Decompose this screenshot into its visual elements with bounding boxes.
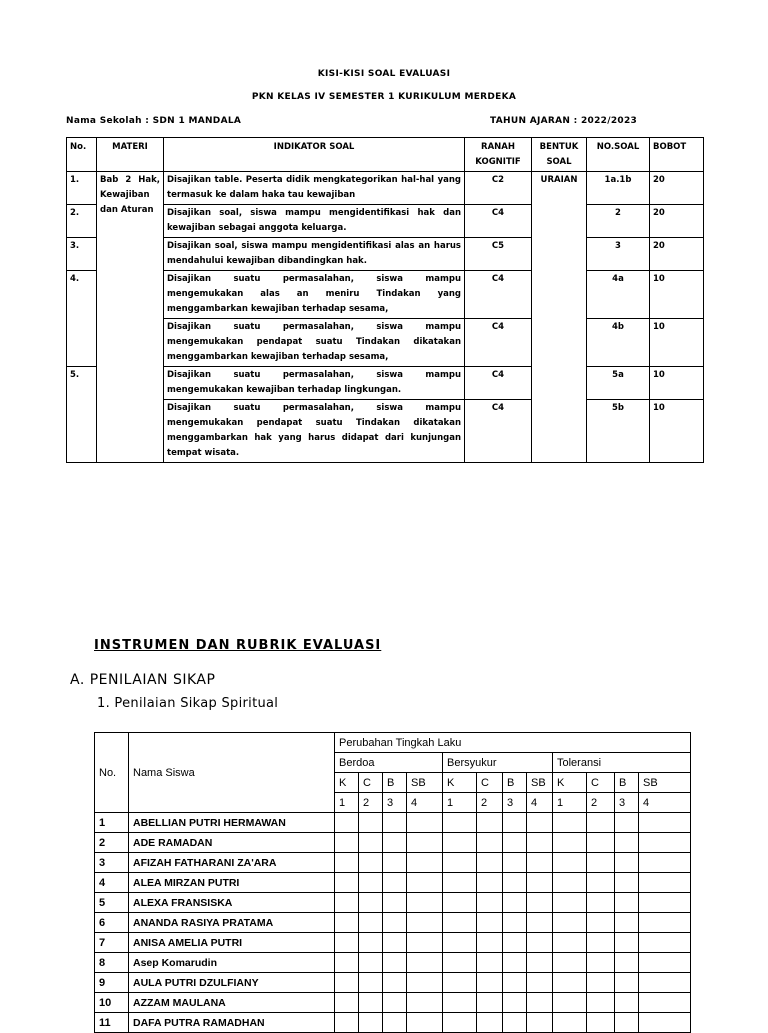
student-name: ADE RAMADAN: [129, 833, 335, 853]
score-cell[interactable]: [443, 933, 477, 953]
score-cell[interactable]: [615, 953, 639, 973]
kisi-ranah: C2: [465, 172, 532, 205]
score-cell[interactable]: [335, 853, 359, 873]
student-name: AZZAM MAULANA: [129, 993, 335, 1013]
kisi-nosoal: 1a.1b: [587, 172, 650, 205]
score-cell[interactable]: [527, 813, 553, 833]
student-no: 11: [95, 1013, 129, 1033]
level-header: C: [477, 773, 503, 793]
score-cell[interactable]: [553, 873, 587, 893]
score-cell[interactable]: [639, 813, 691, 833]
school-name: Nama Sekolah : SDN 1 MANDALA: [66, 116, 242, 126]
score-cell[interactable]: [335, 933, 359, 953]
score-cell[interactable]: [407, 933, 443, 953]
kisi-bobot: 10: [650, 400, 704, 463]
score-header: 1: [443, 793, 477, 813]
kisi-bobot: 10: [650, 271, 704, 319]
score-cell[interactable]: [639, 953, 691, 973]
score-cell[interactable]: [553, 853, 587, 873]
score-cell[interactable]: [359, 993, 383, 1013]
score-cell[interactable]: [553, 993, 587, 1013]
score-cell[interactable]: [359, 893, 383, 913]
score-cell[interactable]: [359, 1013, 383, 1033]
score-cell[interactable]: [407, 873, 443, 893]
student-name: ALEA MIRZAN PUTRI: [129, 873, 335, 893]
student-name: ANANDA RASIYA PRATAMA: [129, 913, 335, 933]
score-cell[interactable]: [503, 833, 527, 853]
score-header: 4: [527, 793, 553, 813]
score-cell[interactable]: [615, 1013, 639, 1033]
table-row: [95, 853, 691, 873]
student-no: 1: [95, 813, 129, 833]
score-cell[interactable]: [503, 1013, 527, 1033]
level-header: SB: [639, 773, 691, 793]
score-cell[interactable]: [503, 893, 527, 913]
score-cell[interactable]: [639, 933, 691, 953]
kisi-indikator: Disajikan suatu permasalahan, siswa mampu mengemukakan pendapat suatu Tindakan dikatakan menggambarkan kewajiban terhadap sesama,: [164, 319, 465, 367]
kisi-bobot: 20: [650, 205, 704, 238]
kisi-nosoal: 4a: [587, 271, 650, 319]
kisi-nosoal: 4b: [587, 319, 650, 367]
score-cell[interactable]: [639, 853, 691, 873]
score-cell[interactable]: [615, 853, 639, 873]
kisi-bentuk: URAIAN: [532, 172, 587, 463]
student-no: 4: [95, 873, 129, 893]
score-cell[interactable]: [503, 913, 527, 933]
score-cell[interactable]: [615, 893, 639, 913]
score-cell[interactable]: [639, 893, 691, 913]
score-header: 4: [407, 793, 443, 813]
score-cell[interactable]: [587, 993, 615, 1013]
table-row: [95, 933, 691, 953]
student-name: Asep Komarudin: [129, 953, 335, 973]
kisi-bobot: 10: [650, 367, 704, 400]
table-row: [95, 873, 691, 893]
kisi-no: 3.: [67, 238, 97, 271]
kisi-no: 1.: [67, 172, 97, 205]
score-cell[interactable]: [335, 813, 359, 833]
score-cell[interactable]: [359, 833, 383, 853]
score-cell[interactable]: [443, 913, 477, 933]
student-name: AULA PUTRI DZULFIANY: [129, 973, 335, 993]
kisi-nosoal: 5b: [587, 400, 650, 463]
score-cell[interactable]: [527, 973, 553, 993]
table-row: [95, 893, 691, 913]
score-cell[interactable]: [359, 873, 383, 893]
score-cell[interactable]: [443, 893, 477, 913]
kisi-nosoal: 5a: [587, 367, 650, 400]
score-cell[interactable]: [615, 813, 639, 833]
score-cell[interactable]: [553, 953, 587, 973]
student-no: 8: [95, 953, 129, 973]
section-penilaian-sikap: A. PENILAIAN SIKAP: [70, 672, 216, 688]
header-indikator: INDIKATOR SOAL: [164, 138, 465, 172]
score-cell[interactable]: [383, 913, 407, 933]
score-cell[interactable]: [443, 993, 477, 1013]
header-ranah: RANAH KOGNITIF: [465, 138, 532, 172]
score-header: 3: [383, 793, 407, 813]
instrumen-heading: INSTRUMEN DAN RUBRIK EVALUASI: [94, 638, 382, 653]
student-no: 10: [95, 993, 129, 1013]
kisi-row: [67, 172, 704, 205]
score-cell[interactable]: [639, 973, 691, 993]
kisi-ranah: C4: [465, 367, 532, 400]
score-cell[interactable]: [359, 913, 383, 933]
score-cell[interactable]: [407, 1013, 443, 1033]
score-cell[interactable]: [407, 833, 443, 853]
score-cell[interactable]: [587, 853, 615, 873]
header-bentuk: BENTUK SOAL: [532, 138, 587, 172]
score-cell[interactable]: [383, 973, 407, 993]
kisi-no: 4.: [67, 271, 97, 367]
score-header: 1: [335, 793, 359, 813]
score-cell[interactable]: [477, 893, 503, 913]
aspect-header: Bersyukur: [443, 753, 553, 773]
kisi-table: [66, 137, 704, 463]
score-cell[interactable]: [477, 833, 503, 853]
score-cell[interactable]: [527, 953, 553, 973]
sikap-header-group: Perubahan Tingkah Laku: [335, 733, 691, 753]
score-cell[interactable]: [477, 933, 503, 953]
score-header: 2: [587, 793, 615, 813]
score-cell[interactable]: [553, 913, 587, 933]
score-cell[interactable]: [383, 953, 407, 973]
score-cell[interactable]: [407, 953, 443, 973]
kisi-indikator: Disajikan soal, siswa mampu mengidentifikasi alas an harus mendahului kewajiban dibandingkan hak.: [164, 238, 465, 271]
level-header: SB: [407, 773, 443, 793]
header-no: No.: [67, 138, 97, 172]
score-cell[interactable]: [443, 813, 477, 833]
kisi-bobot: 20: [650, 172, 704, 205]
aspect-header: Berdoa: [335, 753, 443, 773]
kisi-ranah: C4: [465, 319, 532, 367]
kisi-materi: Bab 2 Hak, Kewajiban dan Aturan: [97, 172, 164, 463]
score-cell[interactable]: [503, 993, 527, 1013]
score-cell[interactable]: [553, 973, 587, 993]
score-cell[interactable]: [407, 993, 443, 1013]
level-header: C: [587, 773, 615, 793]
score-cell[interactable]: [503, 933, 527, 953]
table-row: [95, 913, 691, 933]
kisi-ranah: C4: [465, 400, 532, 463]
level-header: B: [503, 773, 527, 793]
score-cell[interactable]: [639, 873, 691, 893]
score-cell[interactable]: [527, 993, 553, 1013]
sikap-header-nama: Nama Siswa: [129, 733, 335, 813]
student-name: ABELLIAN PUTRI HERMAWAN: [129, 813, 335, 833]
score-cell[interactable]: [407, 973, 443, 993]
kisi-header-row: [67, 138, 704, 172]
sikap-header-row-1: [95, 733, 691, 753]
score-cell[interactable]: [407, 813, 443, 833]
score-cell[interactable]: [503, 973, 527, 993]
score-cell[interactable]: [503, 873, 527, 893]
score-cell[interactable]: [553, 893, 587, 913]
student-name: ALEXA FRANSISKA: [129, 893, 335, 913]
kisi-bobot: 10: [650, 319, 704, 367]
student-no: 7: [95, 933, 129, 953]
kisi-nosoal: 3: [587, 238, 650, 271]
score-cell[interactable]: [477, 813, 503, 833]
score-cell[interactable]: [527, 913, 553, 933]
kisi-ranah: C4: [465, 205, 532, 238]
score-cell[interactable]: [359, 933, 383, 953]
score-cell[interactable]: [615, 833, 639, 853]
score-cell[interactable]: [639, 1013, 691, 1033]
table-row: [95, 813, 691, 833]
score-cell[interactable]: [587, 913, 615, 933]
score-cell[interactable]: [383, 993, 407, 1013]
kisi-indikator: Disajikan suatu permasalahan, siswa mampu mengemukakan alas an meniru Tindakan yang menggambarkan kewajiban terhadap sesama,: [164, 271, 465, 319]
aspect-header: Toleransi: [553, 753, 691, 773]
score-cell[interactable]: [359, 813, 383, 833]
score-cell[interactable]: [335, 1013, 359, 1033]
score-cell[interactable]: [443, 833, 477, 853]
score-header: 2: [359, 793, 383, 813]
score-cell[interactable]: [639, 993, 691, 1013]
doc-title: KISI-KISI SOAL EVALUASI: [317, 69, 451, 79]
score-cell[interactable]: [477, 913, 503, 933]
score-cell[interactable]: [359, 853, 383, 873]
score-cell[interactable]: [587, 873, 615, 893]
score-cell[interactable]: [383, 873, 407, 893]
score-cell[interactable]: [553, 1013, 587, 1033]
score-cell[interactable]: [335, 893, 359, 913]
score-cell[interactable]: [527, 873, 553, 893]
subsection-sikap-spiritual: 1. Penilaian Sikap Spiritual: [97, 696, 279, 711]
score-header: 4: [639, 793, 691, 813]
level-header: SB: [527, 773, 553, 793]
score-cell[interactable]: [587, 833, 615, 853]
header-materi: MATERI: [97, 138, 164, 172]
header-bobot: BOBOT: [650, 138, 704, 172]
score-cell[interactable]: [359, 953, 383, 973]
score-header: 1: [553, 793, 587, 813]
score-cell[interactable]: [383, 833, 407, 853]
score-cell[interactable]: [407, 893, 443, 913]
score-cell[interactable]: [443, 973, 477, 993]
score-cell[interactable]: [335, 993, 359, 1013]
score-cell[interactable]: [503, 813, 527, 833]
kisi-indikator: Disajikan suatu permasalahan, siswa mampu mengemukakan kewajiban terhadap lingkungan.: [164, 367, 465, 400]
score-cell[interactable]: [503, 853, 527, 873]
kisi-indikator: Disajikan soal, siswa mampu mengidentifikasi hak dan kewajiban sebagai anggota keluarga.: [164, 205, 465, 238]
kisi-bobot: 20: [650, 238, 704, 271]
student-no: 5: [95, 893, 129, 913]
score-cell[interactable]: [407, 913, 443, 933]
score-cell[interactable]: [383, 933, 407, 953]
score-cell[interactable]: [587, 953, 615, 973]
score-cell[interactable]: [587, 893, 615, 913]
score-cell[interactable]: [527, 933, 553, 953]
kisi-ranah: C5: [465, 238, 532, 271]
score-cell[interactable]: [639, 913, 691, 933]
score-cell[interactable]: [443, 873, 477, 893]
level-header: K: [553, 773, 587, 793]
score-cell[interactable]: [587, 813, 615, 833]
score-cell[interactable]: [443, 953, 477, 973]
score-header: 3: [615, 793, 639, 813]
kisi-indikator: Disajikan table. Peserta didik mengkategorikan hal-hal yang termasuk ke dalam haka tau kewajiban: [164, 172, 465, 205]
score-cell[interactable]: [477, 1013, 503, 1033]
score-header: 3: [503, 793, 527, 813]
score-cell[interactable]: [407, 853, 443, 873]
score-cell[interactable]: [615, 993, 639, 1013]
score-cell[interactable]: [477, 873, 503, 893]
score-cell[interactable]: [587, 1013, 615, 1033]
table-row: [95, 1013, 691, 1033]
score-cell[interactable]: [477, 973, 503, 993]
score-cell[interactable]: [615, 873, 639, 893]
score-cell[interactable]: [335, 973, 359, 993]
level-header: B: [383, 773, 407, 793]
doc-subtitle: PKN KELAS IV SEMESTER 1 KURIKULUM MERDEKA: [251, 92, 517, 102]
score-cell[interactable]: [587, 973, 615, 993]
kisi-nosoal: 2: [587, 205, 650, 238]
student-name: AFIZAH FATHARANI ZA'ARA: [129, 853, 335, 873]
student-no: 2: [95, 833, 129, 853]
score-cell[interactable]: [335, 833, 359, 853]
student-no: 3: [95, 853, 129, 873]
kisi-no: 5.: [67, 367, 97, 463]
student-no: 6: [95, 913, 129, 933]
score-cell[interactable]: [553, 933, 587, 953]
score-cell[interactable]: [615, 973, 639, 993]
score-cell[interactable]: [553, 813, 587, 833]
score-cell[interactable]: [527, 853, 553, 873]
score-cell[interactable]: [477, 953, 503, 973]
sikap-header-no: No.: [95, 733, 129, 813]
score-cell[interactable]: [639, 833, 691, 853]
student-name: DAFA PUTRA RAMADHAN: [129, 1013, 335, 1033]
score-cell[interactable]: [383, 813, 407, 833]
sikap-table: [94, 732, 691, 1033]
score-cell[interactable]: [503, 953, 527, 973]
school-year: TAHUN AJARAN : 2022/2023: [490, 116, 638, 126]
table-row: [95, 833, 691, 853]
kisi-no: 2.: [67, 205, 97, 238]
score-cell[interactable]: [615, 913, 639, 933]
score-cell[interactable]: [527, 833, 553, 853]
score-cell[interactable]: [443, 853, 477, 873]
score-header: 2: [477, 793, 503, 813]
score-cell[interactable]: [383, 893, 407, 913]
score-cell[interactable]: [553, 833, 587, 853]
score-cell[interactable]: [615, 933, 639, 953]
level-header: K: [443, 773, 477, 793]
table-row: [95, 993, 691, 1013]
score-cell[interactable]: [359, 973, 383, 993]
level-header: C: [359, 773, 383, 793]
student-no: 9: [95, 973, 129, 993]
score-cell[interactable]: [587, 933, 615, 953]
level-header: B: [615, 773, 639, 793]
kisi-indikator: Disajikan suatu permasalahan, siswa mampu mengemukakan pendapat suatu Tindakan dikatakan menggambarkan hak yang harus didapat dari kunjungan tempat wisata.: [164, 400, 465, 463]
score-cell[interactable]: [335, 953, 359, 973]
score-cell[interactable]: [477, 853, 503, 873]
header-nosoal: NO.SOAL: [587, 138, 650, 172]
score-cell[interactable]: [527, 893, 553, 913]
score-cell[interactable]: [443, 1013, 477, 1033]
score-cell[interactable]: [477, 993, 503, 1013]
table-row: [95, 953, 691, 973]
score-cell[interactable]: [383, 1013, 407, 1033]
score-cell[interactable]: [335, 913, 359, 933]
kisi-ranah: C4: [465, 271, 532, 319]
score-cell[interactable]: [335, 873, 359, 893]
level-header: K: [335, 773, 359, 793]
score-cell[interactable]: [527, 1013, 553, 1033]
student-name: ANISA AMELIA PUTRI: [129, 933, 335, 953]
table-row: [95, 973, 691, 993]
score-cell[interactable]: [383, 853, 407, 873]
